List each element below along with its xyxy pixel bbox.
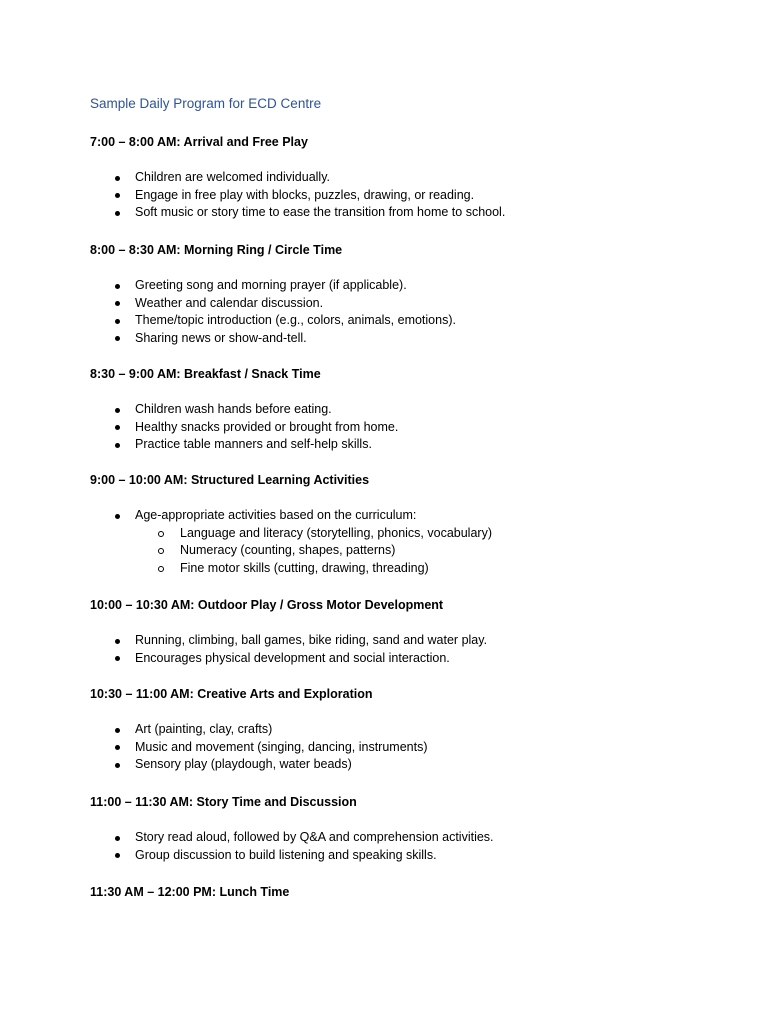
schedule-section-story-time (90, 793, 730, 864)
list-item-text: Engage in free play with blocks, puzzles, drawing, or reading. (135, 187, 475, 202)
list-item (90, 187, 730, 205)
list-item-text: Age-appropriate activities based on the curriculum: (135, 508, 417, 522)
bullet-icon (115, 745, 120, 750)
list-item (90, 204, 730, 222)
bullet-list (90, 632, 730, 667)
list-item-text: Music and movement (singing, dancing, instruments) (135, 739, 428, 754)
bullet-icon (115, 284, 120, 289)
bullet-icon (115, 336, 120, 341)
list-item-text: Group discussion to build listening and speaking skills. (135, 847, 437, 862)
list-item (90, 277, 730, 295)
list-item-text: Weather and calendar discussion. (135, 295, 324, 310)
bullet-icon (115, 763, 120, 768)
bullet-icon (115, 514, 120, 519)
sub-list-item-text: Fine motor skills (cutting, drawing, threading) (180, 560, 429, 575)
schedule-section-creative-arts (90, 685, 730, 774)
schedule-section-outdoor-play (90, 596, 730, 667)
list-item (90, 721, 730, 739)
list-item-text: Theme/topic introduction (e.g., colors, animals, emotions). (135, 313, 456, 327)
section-heading: 11:00 – 11:30 AM: Story Time and Discussion (90, 795, 357, 809)
schedule-section-breakfast (90, 365, 730, 454)
bullet-icon (115, 211, 120, 216)
sub-list-item-text: Language and literacy (storytelling, phonics, vocabulary) (180, 525, 492, 540)
bullet-icon (115, 319, 120, 324)
bullet-icon (115, 176, 120, 181)
list-item-text: Greeting song and morning prayer (if applicable). (135, 278, 407, 292)
hollow-bullet-icon (158, 531, 164, 537)
bullet-icon (115, 656, 120, 661)
list-item-text: Sensory play (playdough, water beads) (135, 757, 352, 771)
hollow-bullet-icon (158, 566, 164, 572)
list-item-text: Story read aloud, followed by Q&A and comprehension activities. (135, 830, 494, 844)
section-heading: 11:30 AM – 12:00 PM: Lunch Time (90, 885, 290, 899)
list-item (90, 507, 730, 525)
list-item (90, 169, 730, 187)
bullet-icon (115, 639, 120, 644)
list-item (90, 330, 730, 348)
hollow-bullet-icon (158, 548, 164, 554)
bullet-icon (115, 728, 120, 733)
list-item (90, 650, 730, 668)
section-heading: 10:30 – 11:00 AM: Creative Arts and Exploration (90, 687, 373, 701)
sub-list-item-text: Numeracy (counting, shapes, patterns) (180, 543, 396, 557)
bullet-list (90, 829, 730, 864)
bullet-list (90, 401, 730, 454)
list-item (90, 401, 730, 419)
list-item (90, 756, 730, 774)
document-title: Sample Daily Program for ECD Centre (90, 96, 322, 111)
section-heading: 7:00 – 8:00 AM: Arrival and Free Play (90, 135, 308, 149)
list-item-text: Encourages physical development and social interaction. (135, 650, 450, 665)
list-item-text: Soft music or story time to ease the transition from home to school. (135, 205, 506, 219)
bullet-list (90, 721, 730, 774)
bullet-list (90, 507, 730, 525)
schedule-section-morning-ring (90, 241, 730, 347)
list-item-text: Running, climbing, ball games, bike riding, sand and water play. (135, 633, 488, 647)
list-item-text: Art (painting, clay, crafts) (135, 722, 273, 736)
list-item-text: Children are welcomed individually. (135, 170, 331, 184)
sub-list-item (90, 560, 730, 578)
bullet-icon (115, 836, 120, 841)
bullet-icon (115, 425, 120, 430)
list-item (90, 847, 730, 865)
sub-list-item (90, 525, 730, 543)
bullet-icon (115, 853, 120, 858)
section-heading: 8:00 – 8:30 AM: Morning Ring / Circle Time (90, 243, 343, 257)
list-item (90, 632, 730, 650)
bullet-icon (115, 301, 120, 306)
schedule-section-arrival (90, 133, 730, 222)
bullet-icon (115, 193, 120, 198)
bullet-icon (115, 443, 120, 448)
sub-bullet-list (90, 525, 730, 578)
section-heading: 9:00 – 10:00 AM: Structured Learning Activities (90, 473, 370, 487)
section-heading: 8:30 – 9:00 AM: Breakfast / Snack Time (90, 367, 321, 381)
list-item-text: Practice table manners and self-help skills. (135, 437, 372, 451)
schedule-section-structured-learning (90, 471, 730, 577)
bullet-icon (115, 408, 120, 413)
schedule-section-lunch (90, 883, 730, 901)
list-item-text: Sharing news or show-and-tell. (135, 330, 307, 345)
list-item-text: Children wash hands before eating. (135, 402, 332, 416)
list-item (90, 829, 730, 847)
bullet-list (90, 277, 730, 347)
list-item-text: Healthy snacks provided or brought from home. (135, 419, 399, 434)
bullet-list (90, 169, 730, 222)
list-item (90, 312, 730, 330)
sub-list-item (90, 542, 730, 560)
list-item (90, 295, 730, 313)
list-item (90, 436, 730, 454)
list-item (90, 419, 730, 437)
list-item (90, 739, 730, 757)
section-heading: 10:00 – 10:30 AM: Outdoor Play / Gross Motor Development (90, 598, 444, 612)
